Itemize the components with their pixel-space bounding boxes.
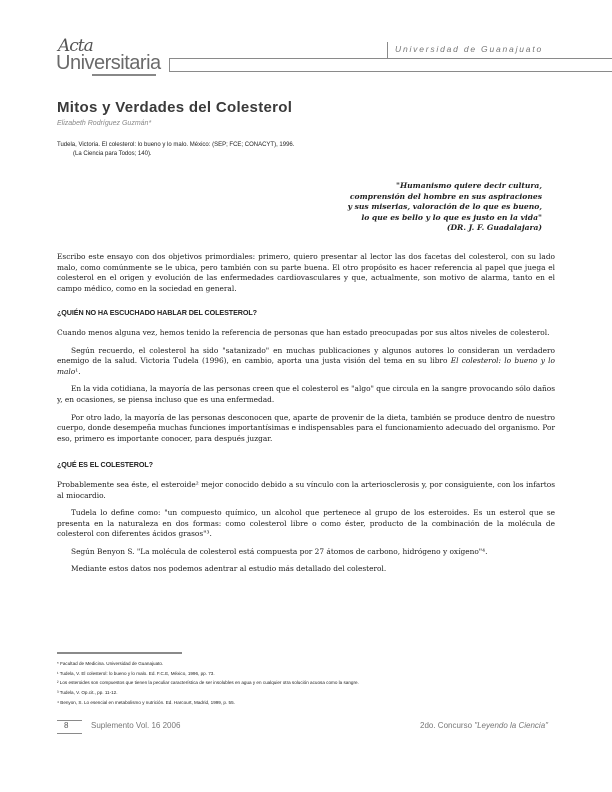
footnote: ³ Tudela, V. Op.cit., pp. 11-12. xyxy=(57,690,118,696)
paragraph: Por otro lado, la mayoría de las personas desconocen que, aparte de provenir de la dieta, también se produce dentro de nuestro cuerpo, donde desempeña muchas funciones importantísimas e indispensables para el funcionamiento adecuado del organismo. Por eso, primero es importante conocer, para después juzgar. xyxy=(57,412,555,443)
footnote: ² Los esteroides son compuestos que tienen la peculiar característica de ser insolubles en agua y en cualquier otra solución acuosa como la sangre. xyxy=(57,680,359,686)
page-number-rule xyxy=(57,720,82,721)
footnote-divider xyxy=(57,652,182,654)
article-title: Mitos y Verdades del Colesterol xyxy=(57,99,293,116)
footnotes xyxy=(57,659,557,708)
logo-universitaria: Universitaria xyxy=(56,52,161,74)
paragraph: Según Benyon S. "La molécula de colesterol está compuesta por 27 átomos de carbono, hidrógeno y oxígeno"⁴. xyxy=(71,546,488,556)
epigraph-line: "Humanismo quiere decir cultura, xyxy=(396,181,542,190)
epigraph xyxy=(282,181,542,234)
footnote: ¹ Tudela, V. El colesterol: lo bueno y lo malo. Ed. F.C.E, México, 1996, pp. 73. xyxy=(57,670,215,676)
paragraph-text: Según recuerdo, el colesterol ha sido "satanizado" en muchas publicaciones y algunos autores lo consideran un verdadero enemigo de la salud. Victoria Tudela (1996), en cambio, aporta una justa visión del tema en su libro xyxy=(57,345,555,366)
footer-contest-prefix: 2do. Concurso xyxy=(420,721,475,730)
footer-volume: Suplemento Vol. 16 2006 xyxy=(91,721,181,730)
header-frame xyxy=(169,58,612,72)
book-reference-line1: Tudela, Victoria. El colesterol: lo bueno y lo malo. México: (SEP; FCE; CONACYT), 1996. xyxy=(57,142,295,148)
paragraph: Probablemente sea éste, el esteroide² mejor conocido debido a su vínculo con la arteriosclerosis y, por consiguiente, con los infartos al miocardio. xyxy=(57,479,555,500)
paragraph xyxy=(57,346,555,378)
header-divider xyxy=(387,42,388,58)
book-reference xyxy=(57,141,294,159)
paragraph: Tudela lo define como: "un compuesto químico, un alcohol que pertenece al grupo de los esteroides. Es un esterol que se presenta en la naturaleza en dos formas: como colesterol libre o como éster, producto de la combinación de la molécula de colesterol con diferentes ácidos grasos"³. xyxy=(57,508,555,539)
paragraph: En la vida cotidiana, la mayoría de las personas creen que el colesterol es "algo" que circula en la sangre provocando sólo daños y, en ocasiones, se piensa incluso que es una enfermedad. xyxy=(57,384,555,404)
footer-contest xyxy=(420,721,548,730)
epigraph-line: lo que es bello y lo que es justo en la vida" xyxy=(361,212,542,222)
section-heading: ¿QUÉ ES EL COLESTEROL? xyxy=(57,460,153,470)
book-reference-line2: (La Ciencia para Todos; 140). xyxy=(73,151,152,157)
page-number: 8 xyxy=(64,721,69,730)
section-heading: ¿QUIÉN NO HA ESCUCHADO HABLAR DEL COLESTEROL? xyxy=(57,308,257,318)
page-number-rule xyxy=(57,733,82,734)
footnote-ref: ¹. xyxy=(75,366,81,376)
article-author: Elizabeth Rodríguez Guzmán* xyxy=(57,120,152,127)
paragraph: Cuando menos alguna vez, hemos tenido la referencia de personas que han estado preocupadas por sus altos niveles de colesterol. xyxy=(57,327,550,337)
header-university-name: Universidad de Guanajuato xyxy=(395,44,544,54)
intro-paragraph: Escribo este ensayo con dos objetivos primordiales: primero, quiero presentar al lector las dos facetas del colesterol, con su lado malo, como comúnmente se le ubica, pero también con su parte buena. El otro propósito es hacer referencia al papel que juega el colesterol en el origen y evolución de las enfermedades cardiovasculares y que, actualmente, son motivo de alarma, tanto en el campo médico, como en la sociedad en general. xyxy=(57,252,555,293)
footer-contest-name: "Leyendo la Ciencia" xyxy=(474,721,548,730)
paragraph: Mediante estos datos nos podemos adentrar al estudio más detallado del colesterol. xyxy=(71,564,387,574)
epigraph-line: y sus miserias, valoración de lo que es bueno, xyxy=(347,202,542,211)
article-body xyxy=(57,252,555,582)
footnote: ⁴ Benyon, S. Lo esencial en metabolismo y nutrición. Ed. Harcourt, Madrid, 1999, p. 55. xyxy=(57,699,235,705)
epigraph-line: comprensión del hombre en sus aspiraciones xyxy=(349,191,542,201)
epigraph-attribution: (DR. J. F. Guadalajara) xyxy=(446,223,542,232)
footnote: * Facultad de Medicina. Universidad de Guanajuato. xyxy=(57,661,164,666)
logo-underline xyxy=(92,74,156,76)
logo-acta-script: Acta xyxy=(58,36,93,56)
book-title: El colesterol: lo bueno y lo malo xyxy=(57,356,555,376)
